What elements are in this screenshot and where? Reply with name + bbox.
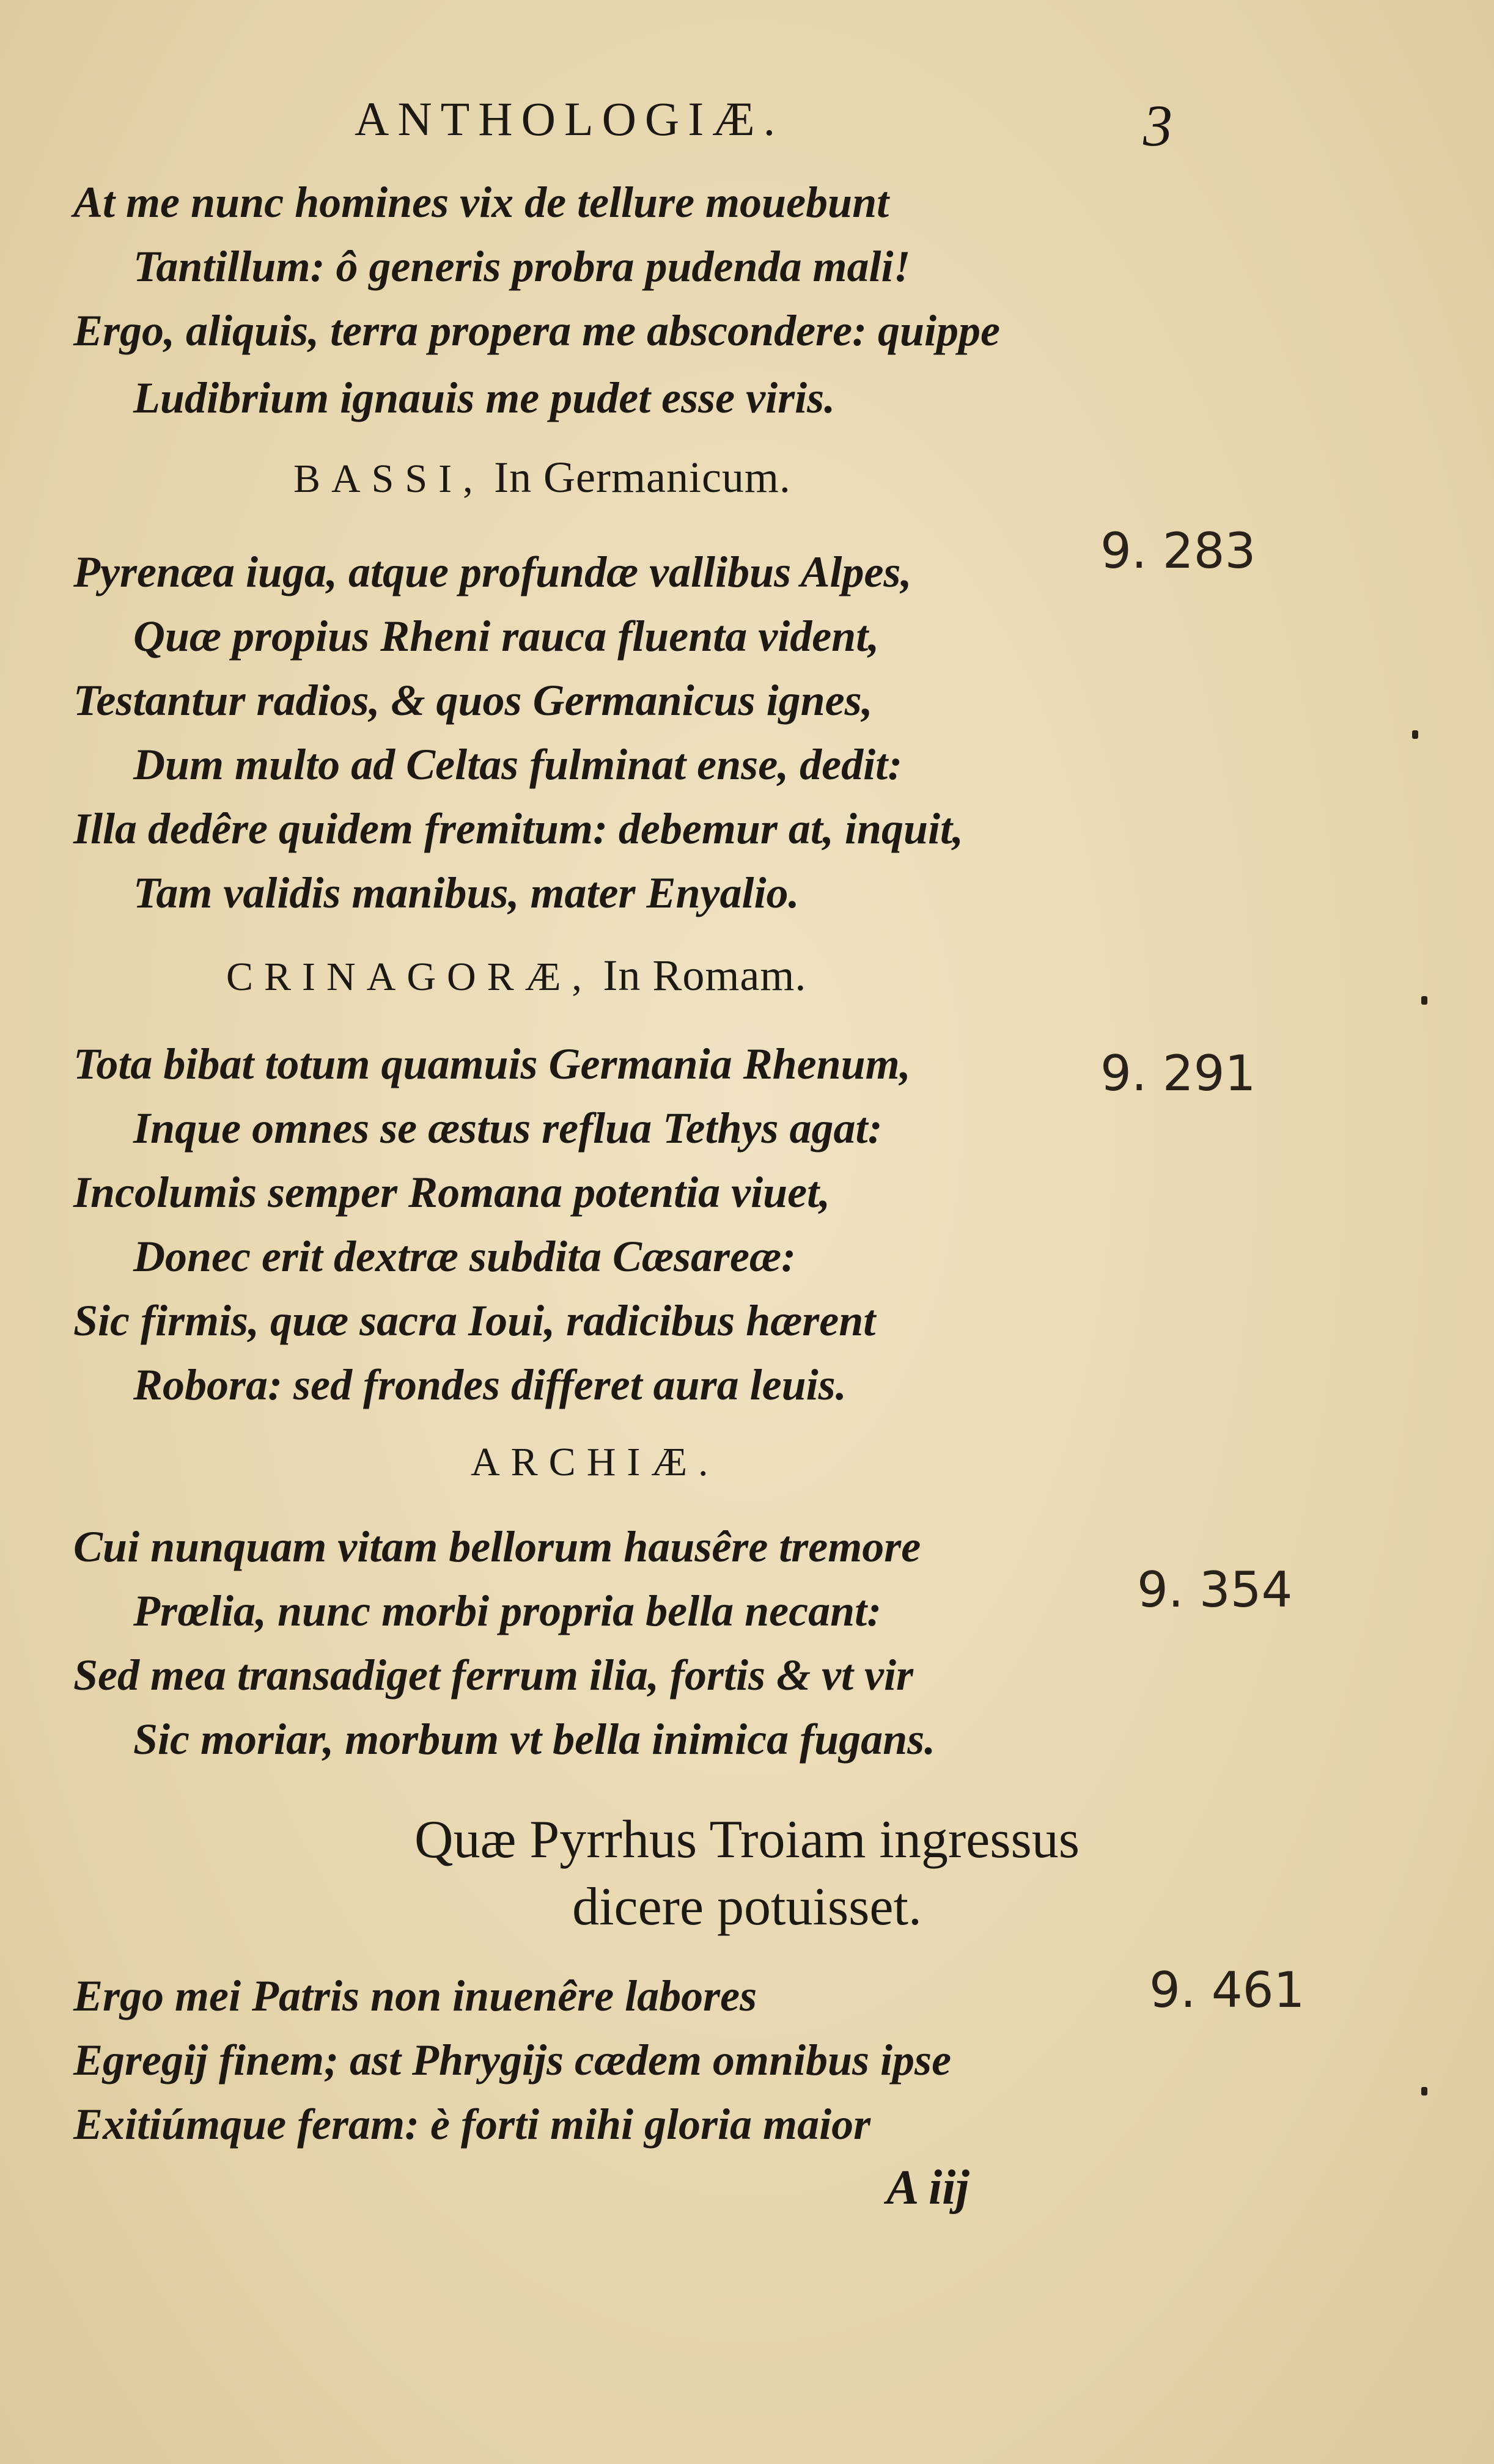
poem-author: BASSI,	[293, 457, 484, 501]
poem-author: CRINAGORÆ,	[226, 955, 593, 999]
poem-title: Quæ Pyrrhus Troiam ingressus	[414, 1810, 1080, 1869]
margin-note: 9. 291	[1100, 1045, 1256, 1102]
verse-line: Illa dedêre quidem fremitum: debemur at, inquit,	[73, 804, 963, 853]
page-number: 3	[1143, 93, 1172, 158]
verse-line: At me nunc homines vix de tellure mouebunt	[73, 178, 889, 227]
verse-line: Sic firmis, quæ sacra Ioui, radicibus hærent	[73, 1296, 876, 1345]
ink-speck	[1421, 996, 1427, 1005]
verse-line: Ergo, aliquis, terra propera me abscondere: quippe	[73, 306, 1001, 355]
verse-line: Egregij finem; ast Phrygijs cædem omnibus ipse	[73, 2036, 952, 2084]
poem-title: dicere potuisset.	[572, 1877, 922, 1937]
running-head: ANTHOLOGIÆ.	[355, 92, 784, 145]
poem-heading	[471, 1439, 719, 1486]
verse-line: Inque omnes se æstus reflua Tethys agat:	[133, 1104, 883, 1153]
verse-line: Pyrenæa iuga, atque profundæ vallibus Alpes,	[73, 548, 912, 596]
verse-line: Quæ propius Rheni rauca fluenta vident,	[133, 612, 880, 661]
ink-speck	[1412, 730, 1418, 739]
verse-line: Tam validis manibus, mater Enyalio.	[133, 868, 800, 917]
verse-line: Tantillum: ô generis probra pudenda mali!	[133, 242, 911, 291]
poem-heading	[226, 950, 806, 1001]
poem-heading	[293, 452, 791, 503]
poem-subject: In Germanicum.	[494, 453, 791, 502]
verse-line: Ergo mei Patris non inuenêre labores	[73, 1971, 757, 2020]
verse-line: Tota bibat totum quamuis Germania Rhenum,	[73, 1040, 911, 1088]
verse-line: Exitiúmque feram: è forti mihi gloria maior	[73, 2100, 871, 2149]
verse-line: Incolumis semper Romana potentia viuet,	[73, 1168, 831, 1217]
margin-note: 9. 354	[1137, 1561, 1293, 1618]
ink-speck	[1421, 2087, 1427, 2096]
margin-note: 9. 283	[1100, 522, 1256, 579]
verse-line: Dum multo ad Celtas fulminat ense, dedit:	[133, 740, 903, 789]
poem-subject: In Romam.	[603, 951, 807, 1000]
verse-line: Sed mea transadiget ferrum ilia, fortis & vt vir	[73, 1651, 914, 1700]
verse-line: Sic moriar, morbum vt bella inimica fugans.	[133, 1715, 936, 1764]
verse-line: Testantur radios, & quos Germanicus ignes,	[73, 676, 873, 725]
verse-line: Donec erit dextræ subdita Cæsareæ:	[133, 1232, 796, 1281]
verse-line: Ludibrium ignauis me pudet esse viris.	[133, 373, 836, 422]
verse-line: Prœlia, nunc morbi propria bella necant:	[133, 1586, 882, 1635]
verse-line: Cui nunquam vitam bellorum hausêre tremore	[73, 1522, 921, 1571]
verse-line: Robora: sed frondes differet aura leuis.	[133, 1360, 847, 1409]
margin-note: 9. 461	[1149, 1962, 1305, 2019]
signature-mark: A iij	[886, 2161, 970, 2215]
poem-author: ARCHIÆ.	[471, 1440, 719, 1484]
